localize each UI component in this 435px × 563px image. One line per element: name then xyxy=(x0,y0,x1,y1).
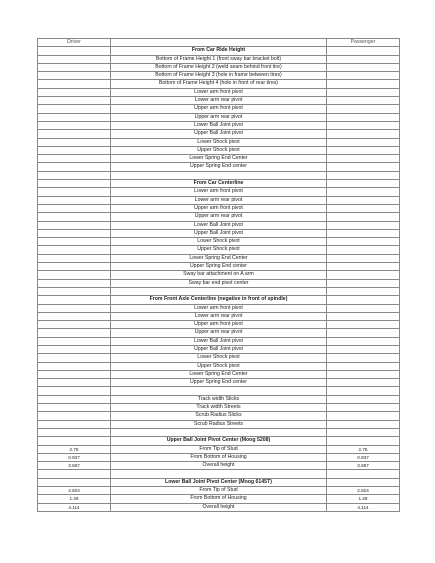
passenger-value xyxy=(327,146,400,154)
section-title: Lower Ball Joint Pivot Center (Moog 6145T) xyxy=(111,478,327,486)
passenger-header: Passenger xyxy=(327,39,400,47)
passenger-value xyxy=(327,171,400,179)
measurement-row xyxy=(38,55,400,63)
driver-value xyxy=(38,279,111,287)
measurement-row xyxy=(38,345,400,353)
measurement-row xyxy=(38,503,400,511)
measurement-row xyxy=(38,445,400,453)
driver-value xyxy=(38,437,111,445)
measurement-row xyxy=(38,337,400,345)
passenger-value: 0.937 xyxy=(327,453,400,461)
section-title: From Front Axle Centerline (negative in front of spindle) xyxy=(111,296,327,304)
measurement-row xyxy=(38,72,400,80)
passenger-value xyxy=(327,155,400,163)
passenger-value xyxy=(327,470,400,478)
measurement-label: Upper Shock pivot xyxy=(111,146,327,154)
passenger-value: 2.75 xyxy=(327,445,400,453)
measurement-label: Lower arm front pivot xyxy=(111,188,327,196)
driver-value xyxy=(38,47,111,55)
passenger-value xyxy=(327,55,400,63)
measurement-row xyxy=(38,63,400,71)
passenger-value xyxy=(327,337,400,345)
measurement-label: Upper Spring End center xyxy=(111,379,327,387)
driver-value xyxy=(38,155,111,163)
measurement-row xyxy=(38,246,400,254)
measurement-row xyxy=(38,420,400,428)
driver-value: 2.824 xyxy=(38,487,111,495)
measurement-row xyxy=(38,304,400,312)
measurement-row xyxy=(38,213,400,221)
measurement-row xyxy=(38,113,400,121)
measurement-label xyxy=(111,171,327,179)
driver-header: Driver xyxy=(38,39,111,47)
passenger-value xyxy=(327,221,400,229)
measurement-row xyxy=(38,254,400,262)
measurement-label: Lower arm rear pivot xyxy=(111,97,327,105)
measurement-row xyxy=(38,362,400,370)
driver-value: 2.75 xyxy=(38,445,111,453)
measurement-label: Bottom of Frame Height 1 (front sway bar bracket bolt) xyxy=(111,55,327,63)
measurement-label: Lower Ball Joint pivot xyxy=(111,337,327,345)
measurement-label: Sway bar attachment on A arm xyxy=(111,271,327,279)
driver-value xyxy=(38,337,111,345)
measurement-row xyxy=(38,229,400,237)
driver-value xyxy=(38,180,111,188)
measurement-row xyxy=(38,329,400,337)
blank-row xyxy=(38,428,400,436)
measurement-row xyxy=(38,80,400,88)
measurement-row xyxy=(38,88,400,96)
passenger-value xyxy=(327,312,400,320)
passenger-value xyxy=(327,163,400,171)
measurement-row xyxy=(38,263,400,271)
measurement-row xyxy=(38,271,400,279)
passenger-value xyxy=(327,395,400,403)
passenger-value xyxy=(327,246,400,254)
passenger-value xyxy=(327,254,400,262)
measurement-row xyxy=(38,312,400,320)
measurement-label: Sway bar end pivot center xyxy=(111,279,327,287)
section-title: From Car Centerline xyxy=(111,180,327,188)
measurement-row xyxy=(38,204,400,212)
blank-row xyxy=(38,171,400,179)
driver-value xyxy=(38,130,111,138)
passenger-value xyxy=(327,72,400,80)
measurement-label: Scrub Radius Slicks xyxy=(111,412,327,420)
passenger-value: 1.29 xyxy=(327,495,400,503)
measurement-row xyxy=(38,238,400,246)
passenger-value xyxy=(327,354,400,362)
measurement-label: Upper Shock pivot xyxy=(111,246,327,254)
driver-value xyxy=(38,188,111,196)
section-title-row xyxy=(38,296,400,304)
measurement-label: Bottom of Frame Height 2 (weld seam behind front tire) xyxy=(111,63,327,71)
driver-value xyxy=(38,428,111,436)
measurement-row xyxy=(38,121,400,129)
passenger-value xyxy=(327,97,400,105)
measurement-label: Lower Shock pivot xyxy=(111,138,327,146)
passenger-value xyxy=(327,271,400,279)
driver-value xyxy=(38,354,111,362)
driver-value xyxy=(38,246,111,254)
driver-value xyxy=(38,395,111,403)
measurement-label: Lower arm front pivot xyxy=(111,88,327,96)
measurement-label: Lower Spring End Center xyxy=(111,370,327,378)
measurement-label: Upper Shock pivot xyxy=(111,362,327,370)
measurement-row xyxy=(38,321,400,329)
measurement-label: Upper arm rear pivot xyxy=(111,213,327,221)
driver-value xyxy=(38,387,111,395)
driver-value xyxy=(38,97,111,105)
measurement-label: Lower Spring End Center xyxy=(111,155,327,163)
passenger-value xyxy=(327,138,400,146)
measurement-label: Track width Slicks xyxy=(111,395,327,403)
driver-value xyxy=(38,478,111,486)
measurement-label: Lower Ball Joint pivot xyxy=(111,221,327,229)
passenger-value xyxy=(327,63,400,71)
passenger-value xyxy=(327,204,400,212)
driver-value xyxy=(38,379,111,387)
measurement-label: Lower Spring End Center xyxy=(111,254,327,262)
section-title-row xyxy=(38,180,400,188)
measurement-label: Upper arm front pivot xyxy=(111,105,327,113)
section-title: Upper Ball Joint Pivot Center (Moog 5208) xyxy=(111,437,327,445)
measurement-label: From Bottom of Housing xyxy=(111,453,327,461)
section-title: From Car Ride Height xyxy=(111,47,327,55)
passenger-value xyxy=(327,196,400,204)
passenger-value xyxy=(327,428,400,436)
passenger-value xyxy=(327,279,400,287)
passenger-value xyxy=(327,296,400,304)
measurement-label: Upper Spring End center xyxy=(111,163,327,171)
measurement-row xyxy=(38,495,400,503)
measurement-row xyxy=(38,221,400,229)
driver-value xyxy=(38,296,111,304)
sheet-body xyxy=(38,39,400,512)
measurement-row xyxy=(38,354,400,362)
driver-value: 0.937 xyxy=(38,453,111,461)
passenger-value xyxy=(327,180,400,188)
measurement-row xyxy=(38,130,400,138)
passenger-value xyxy=(327,113,400,121)
passenger-value xyxy=(327,370,400,378)
measurement-label: Overall height xyxy=(111,503,327,511)
header-spacer xyxy=(111,39,327,47)
measurement-label: Lower Ball Joint pivot xyxy=(111,121,327,129)
driver-value xyxy=(38,204,111,212)
passenger-value xyxy=(327,345,400,353)
measurement-label: Upper arm front pivot xyxy=(111,321,327,329)
driver-value xyxy=(38,88,111,96)
measurement-row xyxy=(38,395,400,403)
measurement-label: Upper arm rear pivot xyxy=(111,113,327,121)
passenger-value xyxy=(327,130,400,138)
passenger-value xyxy=(327,387,400,395)
passenger-value xyxy=(327,229,400,237)
measurement-label: From Tip of Stud xyxy=(111,445,327,453)
driver-value xyxy=(38,412,111,420)
driver-value xyxy=(38,113,111,121)
section-title-row xyxy=(38,478,400,486)
passenger-value xyxy=(327,80,400,88)
driver-value xyxy=(38,321,111,329)
driver-value xyxy=(38,370,111,378)
blank-row xyxy=(38,387,400,395)
measurement-label: Lower arm rear pivot xyxy=(111,312,327,320)
passenger-value xyxy=(327,121,400,129)
measurement-label: Overall height xyxy=(111,462,327,470)
passenger-value: 2.824 xyxy=(327,487,400,495)
header-row xyxy=(38,39,400,47)
measurement-label xyxy=(111,387,327,395)
blank-row xyxy=(38,470,400,478)
driver-value xyxy=(38,404,111,412)
section-title-row xyxy=(38,437,400,445)
driver-value xyxy=(38,146,111,154)
measurement-row xyxy=(38,279,400,287)
driver-value xyxy=(38,105,111,113)
measurement-sheet xyxy=(37,38,400,512)
measurement-row xyxy=(38,404,400,412)
passenger-value xyxy=(327,263,400,271)
driver-value xyxy=(38,304,111,312)
passenger-value xyxy=(327,213,400,221)
driver-value xyxy=(38,221,111,229)
driver-value xyxy=(38,121,111,129)
driver-value xyxy=(38,171,111,179)
passenger-value xyxy=(327,362,400,370)
measurement-label: Lower arm front pivot xyxy=(111,304,327,312)
passenger-value xyxy=(327,105,400,113)
measurement-label: Upper arm front pivot xyxy=(111,204,327,212)
driver-value xyxy=(38,254,111,262)
blank-row xyxy=(38,287,400,295)
driver-value xyxy=(38,80,111,88)
passenger-value xyxy=(327,188,400,196)
passenger-value xyxy=(327,412,400,420)
measurement-row xyxy=(38,163,400,171)
passenger-value xyxy=(327,88,400,96)
driver-value xyxy=(38,238,111,246)
driver-value: 3.687 xyxy=(38,462,111,470)
measurement-label xyxy=(111,428,327,436)
driver-value xyxy=(38,196,111,204)
measurement-label: Track width Streets xyxy=(111,404,327,412)
measurement-label: Upper Ball Joint pivot xyxy=(111,345,327,353)
passenger-value xyxy=(327,287,400,295)
measurement-row xyxy=(38,379,400,387)
measurement-label: Scrub Radius Streets xyxy=(111,420,327,428)
driver-value xyxy=(38,213,111,221)
measurement-row xyxy=(38,453,400,461)
passenger-value xyxy=(327,47,400,55)
driver-value xyxy=(38,263,111,271)
measurement-label: Lower Shock pivot xyxy=(111,354,327,362)
passenger-value xyxy=(327,304,400,312)
passenger-value xyxy=(327,238,400,246)
measurement-row xyxy=(38,462,400,470)
passenger-value: 3.687 xyxy=(327,462,400,470)
driver-value xyxy=(38,312,111,320)
measurement-label: Lower arm rear pivot xyxy=(111,196,327,204)
measurement-row xyxy=(38,105,400,113)
driver-value xyxy=(38,470,111,478)
measurement-row xyxy=(38,97,400,105)
driver-value: 1.29 xyxy=(38,495,111,503)
measurement-row xyxy=(38,138,400,146)
measurement-label: From Tip of Stud xyxy=(111,487,327,495)
passenger-value xyxy=(327,329,400,337)
passenger-value xyxy=(327,379,400,387)
measurement-label: Bottom of Frame Height 4 (hole in front of rear tires) xyxy=(111,80,327,88)
driver-value xyxy=(38,63,111,71)
measurement-label: Upper arm rear pivot xyxy=(111,329,327,337)
measurement-label xyxy=(111,287,327,295)
driver-value xyxy=(38,362,111,370)
passenger-value: 4.114 xyxy=(327,503,400,511)
driver-value: 4.114 xyxy=(38,503,111,511)
driver-value xyxy=(38,271,111,279)
measurement-row xyxy=(38,370,400,378)
measurement-label: Lower Shock pivot xyxy=(111,238,327,246)
measurement-row xyxy=(38,155,400,163)
driver-value xyxy=(38,329,111,337)
measurement-row xyxy=(38,487,400,495)
passenger-value xyxy=(327,404,400,412)
passenger-value xyxy=(327,321,400,329)
passenger-value xyxy=(327,420,400,428)
measurement-label: From Bottom of Housing xyxy=(111,495,327,503)
driver-value xyxy=(38,345,111,353)
section-title-row xyxy=(38,47,400,55)
driver-value xyxy=(38,229,111,237)
measurement-row xyxy=(38,188,400,196)
driver-value xyxy=(38,420,111,428)
measurement-row xyxy=(38,412,400,420)
measurement-row xyxy=(38,196,400,204)
driver-value xyxy=(38,72,111,80)
driver-value xyxy=(38,287,111,295)
driver-value xyxy=(38,55,111,63)
measurement-label: Bottom of Frame Height 3 (hole in frame between tires) xyxy=(111,72,327,80)
passenger-value xyxy=(327,478,400,486)
driver-value xyxy=(38,163,111,171)
passenger-value xyxy=(327,437,400,445)
measurement-label: Upper Ball Joint pivot xyxy=(111,130,327,138)
measurement-label xyxy=(111,470,327,478)
measurement-label: Upper Spring End center xyxy=(111,263,327,271)
measurement-row xyxy=(38,146,400,154)
driver-value xyxy=(38,138,111,146)
measurement-label: Upper Ball Joint pivot xyxy=(111,229,327,237)
